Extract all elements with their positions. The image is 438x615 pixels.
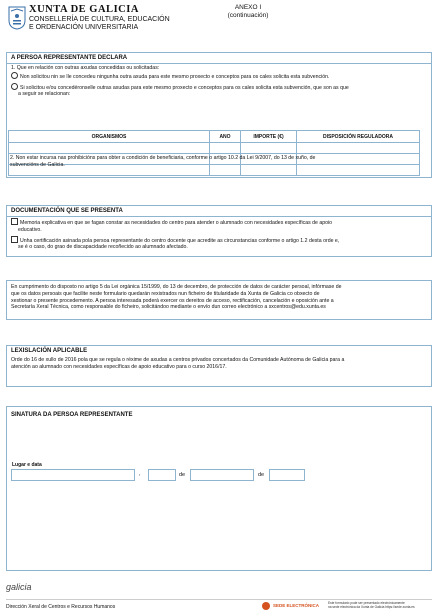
declara-q1: 1. Que en relación con outras axudas concedidas ou solicitadas:: [11, 65, 160, 71]
signature-title: SINATURA DA PERSOA REPRESENTANTE: [11, 412, 133, 418]
annex-heading: [218, 4, 278, 20]
documentacion-title: DOCUMENTACIÓN QUE SE PRESENTA: [7, 206, 431, 217]
data-protection-line-2: que os datos persoais que facilite neste formulario quedarán rexistrados nun ficheiro de titularidade da Xunta de Galicia co obxecto de: [11, 290, 320, 297]
footer-small-line-1: Este formulario pode ser presentado electrónicamente: [328, 601, 405, 605]
cell-input[interactable]: [297, 143, 420, 154]
cell-input[interactable]: [210, 143, 241, 154]
legislation-line-1: Orde do 16 de xullo de 2016 pola que se regula o réxime de axudas a centros privados concertados da Comunidade Autónoma de Galicia para a: [11, 357, 345, 363]
cell-input[interactable]: [9, 143, 210, 154]
legislation-title: LEXISLACIÓN APLICABLE: [11, 348, 88, 354]
declara-q2-line-2: subvencións de Galicia.: [10, 161, 65, 168]
declara-option-yes-label: Si solicitou e/ou concedéronselle outras axudas para este mesmo proxecto e conceptos para os cales solicita esta subvención, que son as que: [20, 84, 349, 91]
radio-yes-aid[interactable]: [11, 83, 18, 90]
doc-item-memoria-cont: educativo.: [18, 226, 42, 233]
galicia-logo: [6, 582, 32, 592]
data-protection-line-1: En cumprimento do disposto no artigo 5 da Lei orgánica 15/1999, do 13 de decembro, de protección de datos de carácter persoal, infórmase de: [11, 284, 342, 290]
place-input[interactable]: [11, 469, 135, 481]
data-protection-line-4: Secretaría Xeral Técnica, como responsable do ficheiro, solicitándoo mediante o envío dun correo electrónico a sxcentros@edu.xunta.es: [11, 304, 326, 311]
cell-input[interactable]: [241, 143, 297, 154]
de-label-1: de: [179, 472, 186, 478]
col-disposicion: DISPOSICIÓN REGULADORA: [297, 131, 420, 143]
aid-table-header: [9, 131, 420, 143]
signature-section: [6, 406, 432, 571]
doc-item-certificacion-cont: se é o caso, do grao de discapacidade recoñecido ao alumnado afectado.: [18, 244, 188, 251]
declara-title: A PERSOA REPRESENTANTE DECLARA: [7, 53, 431, 64]
sede-electronica-badge[interactable]: SEDE ELECTRÓNICA: [273, 603, 320, 608]
legislation-line-2: atención ao alumnado con necesidades específicas de apoio educativo para o curso 2016/17.: [11, 363, 227, 370]
checkbox-memoria[interactable]: [11, 218, 18, 225]
annex-subtitle: (continuación): [227, 12, 269, 19]
footer-divider: [6, 599, 432, 600]
radio-no-aid[interactable]: [11, 72, 18, 79]
declara-q2-line-1: 2. Non estar incursa nas prohibicións para obter a condición de beneficiaria, conforme o artigo 10.2 da Lei 9/2007, do 13 de xuño, de: [10, 155, 316, 161]
declara-option-no-label: Non solicitou nin se lle concedeu ningunha outra axuda para este mesmo proxecto e conceptos para os cales solicita esta subvención.: [20, 73, 330, 80]
declara-option-yes-cont: a seguir se relacionan:: [18, 91, 71, 98]
sede-electronica-icon: [262, 602, 270, 610]
place-date-label: Lugar e data: [12, 462, 42, 468]
col-ano: ANO: [210, 131, 241, 143]
year-input[interactable]: [269, 469, 305, 481]
doc-item-memoria-label: Memoria explicativa en que se fagan constar as necesidades do centro para atender o alumnado con necesidades específicas de apoio: [20, 220, 333, 226]
table-row: [9, 143, 420, 154]
footer-department: Dirección Xeral de Centros e Recursos Humanos: [6, 604, 116, 610]
data-protection-notice: [6, 280, 432, 320]
documentacion-section: [6, 205, 432, 257]
org-line-2: E ORDENACIÓN UNIVERSITARIA: [29, 23, 139, 31]
day-input[interactable]: [148, 469, 176, 481]
col-organismos: ORGANISMOS: [9, 131, 210, 143]
legislation-section: [6, 345, 432, 387]
footer-small-print: [328, 601, 436, 609]
doc-item-memoria[interactable]: [11, 218, 427, 227]
data-protection-line-3: xestionar o presente procedemento. A persoa interesada poderá exercer os dereitos de acceso, rectificación, cancelación e oposición ante a: [11, 297, 334, 304]
checkbox-certificacion[interactable]: [11, 236, 18, 243]
aid-table: [8, 130, 420, 176]
footer-small-line-2: na sede electrónica da Xunta de Galicia https://sede.xunta.es: [328, 605, 415, 609]
org-title: XUNTA DE GALICIA: [29, 4, 139, 15]
org-line-1: CONSELLERÍA DE CULTURA, EDUCACIÓN: [29, 16, 170, 23]
month-input[interactable]: [190, 469, 254, 481]
org-department: [29, 16, 170, 31]
col-importe: IMPORTE (€): [241, 131, 297, 143]
galicia-logo-text: galicia: [6, 582, 32, 592]
xunta-shield-logo: [8, 6, 26, 30]
declara-option-no[interactable]: [11, 72, 427, 81]
declara-option-yes[interactable]: [11, 83, 427, 92]
de-label-2: de: [258, 472, 265, 478]
doc-item-certificacion[interactable]: [11, 236, 427, 245]
declara-q2: [10, 155, 428, 169]
annex-title: ANEXO I: [234, 4, 262, 11]
doc-item-certificacion-label: Unha certificación asinada pola persoa representante do centro docente que acredite as circunstancias conforme o artigo 1.2 desta orde e,: [20, 237, 340, 244]
comma-separator: ,: [139, 471, 141, 477]
